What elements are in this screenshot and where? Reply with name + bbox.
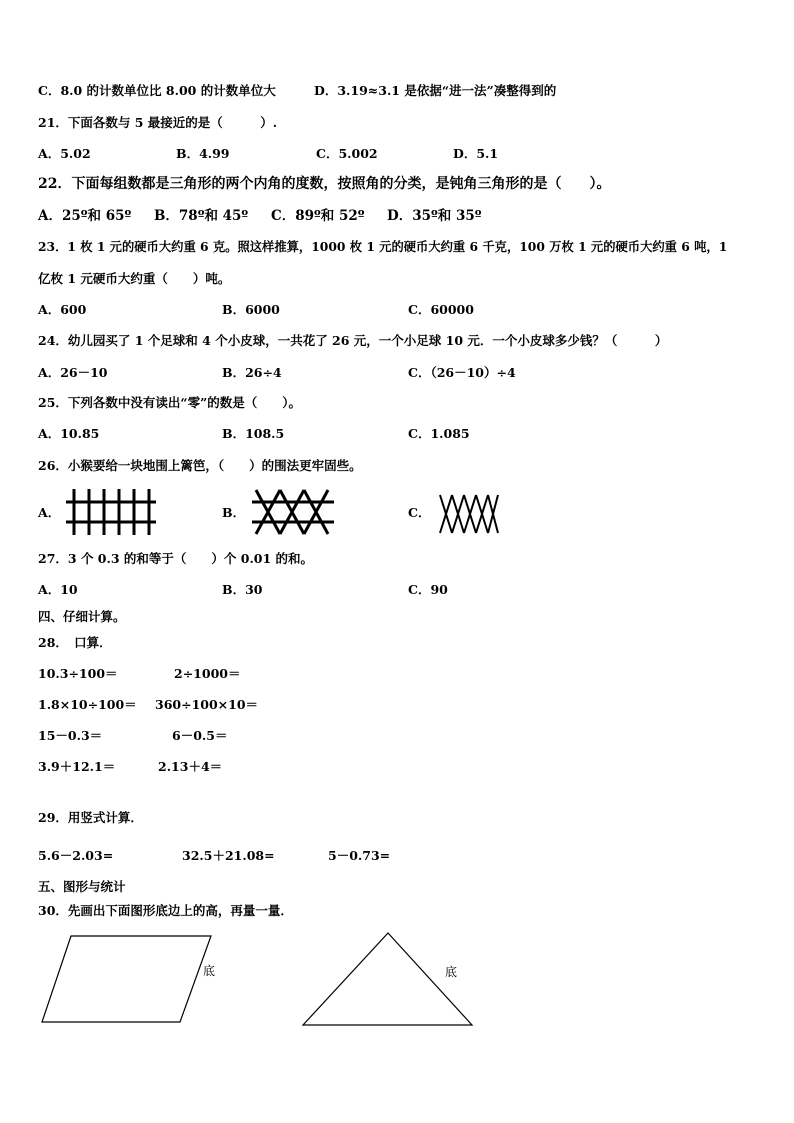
- q22-option-d: D．35º和 35º: [387, 208, 482, 224]
- q21-option-b: B．4.99: [176, 146, 230, 161]
- q23-stem-line1: 23．1 枚 1 元的硬币大约重 6 克。照这样推算，1000 枚 1 元的硬币大约重 6 千克，100 万枚 1 元的硬币大约重 6 吨，1: [38, 239, 728, 254]
- q21-option-a: A．5.02: [38, 146, 91, 161]
- q20-option-d: D．3.19≈3.1 是依据“进一法”凑整得到的: [314, 83, 557, 98]
- q28-item: 3.9＋12.1＝: [38, 759, 116, 774]
- q22-stem: 22．下面每组数都是三角形的两个内角的度数，按照角的分类，是钝角三角形的是（ ）。: [38, 176, 611, 192]
- q24-stem: 24．幼儿园买了 1 个足球和 4 个小皮球，一共花了 26 元，一个小足球 10 元．一个小皮球多少钱？（ ）: [38, 333, 668, 348]
- q22-option-c: C．89º和 52º: [271, 208, 365, 224]
- q27-option-a: A．10: [38, 582, 78, 597]
- q29-item: 32.5＋21.08=: [182, 848, 275, 863]
- q27-option-c: C．90: [408, 582, 448, 597]
- q23-option-c: C．60000: [408, 302, 474, 317]
- q28-item: 6－0.5＝: [172, 728, 228, 743]
- q28-stem: 28． 口算．: [38, 635, 112, 650]
- cross-fence-icon: [250, 488, 336, 536]
- q21-option-c: C．5.002: [316, 146, 378, 161]
- q24-option-b: B．26÷4: [222, 365, 282, 380]
- q24-option-c: C．（26－10）÷4: [408, 365, 516, 380]
- q26-stem: 26．小猴要给一块地围上篱笆，（ ）的围法更牢固些。: [38, 458, 362, 473]
- q29-item: 5－0.73=: [328, 848, 391, 863]
- q25-option-a: A．10.85: [38, 426, 100, 441]
- q24-option-a: A．26－10: [38, 365, 108, 380]
- q28-item: 15－0.3＝: [38, 728, 103, 743]
- section-5-title: 五、图形与统计: [38, 879, 126, 894]
- q25-option-b: B．108.5: [222, 426, 285, 441]
- q27-option-b: B．30: [222, 582, 263, 597]
- q25-option-c: C．1.085: [408, 426, 470, 441]
- q30-stem: 30．先画出下面图形底边上的高，再量一量．: [38, 903, 293, 918]
- q27-stem: 27．3 个 0.3 的和等于（ ）个 0.01 的和。: [38, 551, 314, 566]
- q23-option-b: B．6000: [222, 302, 280, 317]
- section-4-title: 四、仔细计算。: [38, 609, 126, 624]
- q26-option-a: A．: [38, 505, 61, 520]
- q29-item: 5.6－2.03=: [38, 848, 114, 863]
- q28-item: 2÷1000＝: [174, 666, 241, 681]
- q21-option-d: D．5.1: [453, 146, 499, 161]
- triangle-base-label: 底: [445, 965, 458, 979]
- q28-item: 360÷100×10＝: [155, 697, 259, 712]
- q23-stem-line2: 亿枚 1 元硬币大约重（ ）吨。: [38, 271, 231, 286]
- q21-stem: 21．下面各数与 5 最接近的是（ ）.: [38, 115, 278, 130]
- q28-item: 2.13＋4＝: [158, 759, 223, 774]
- grid-fence-icon: [66, 489, 156, 535]
- parallelogram-figure: [40, 934, 215, 1026]
- q26-option-c: C．: [408, 505, 431, 520]
- q26-option-b: B．: [222, 505, 246, 520]
- parallelogram-base-label: 底: [203, 964, 216, 978]
- zigzag-fence-icon: [436, 493, 502, 535]
- q25-stem: 25．下列各数中没有读出“零”的数是（ ）。: [38, 395, 302, 410]
- q28-item: 1.8×10÷100＝: [38, 697, 137, 712]
- q22-option-b: B．78º和 45º: [154, 208, 249, 224]
- q20-option-c: C．8.0 的计数单位比 8.00 的计数单位大: [38, 83, 276, 98]
- q22-option-a: A．25º和 65º: [38, 208, 132, 224]
- q29-stem: 29．用竖式计算．: [38, 810, 143, 825]
- q28-item: 10.3÷100＝: [38, 666, 118, 681]
- q23-option-a: A．600: [38, 302, 87, 317]
